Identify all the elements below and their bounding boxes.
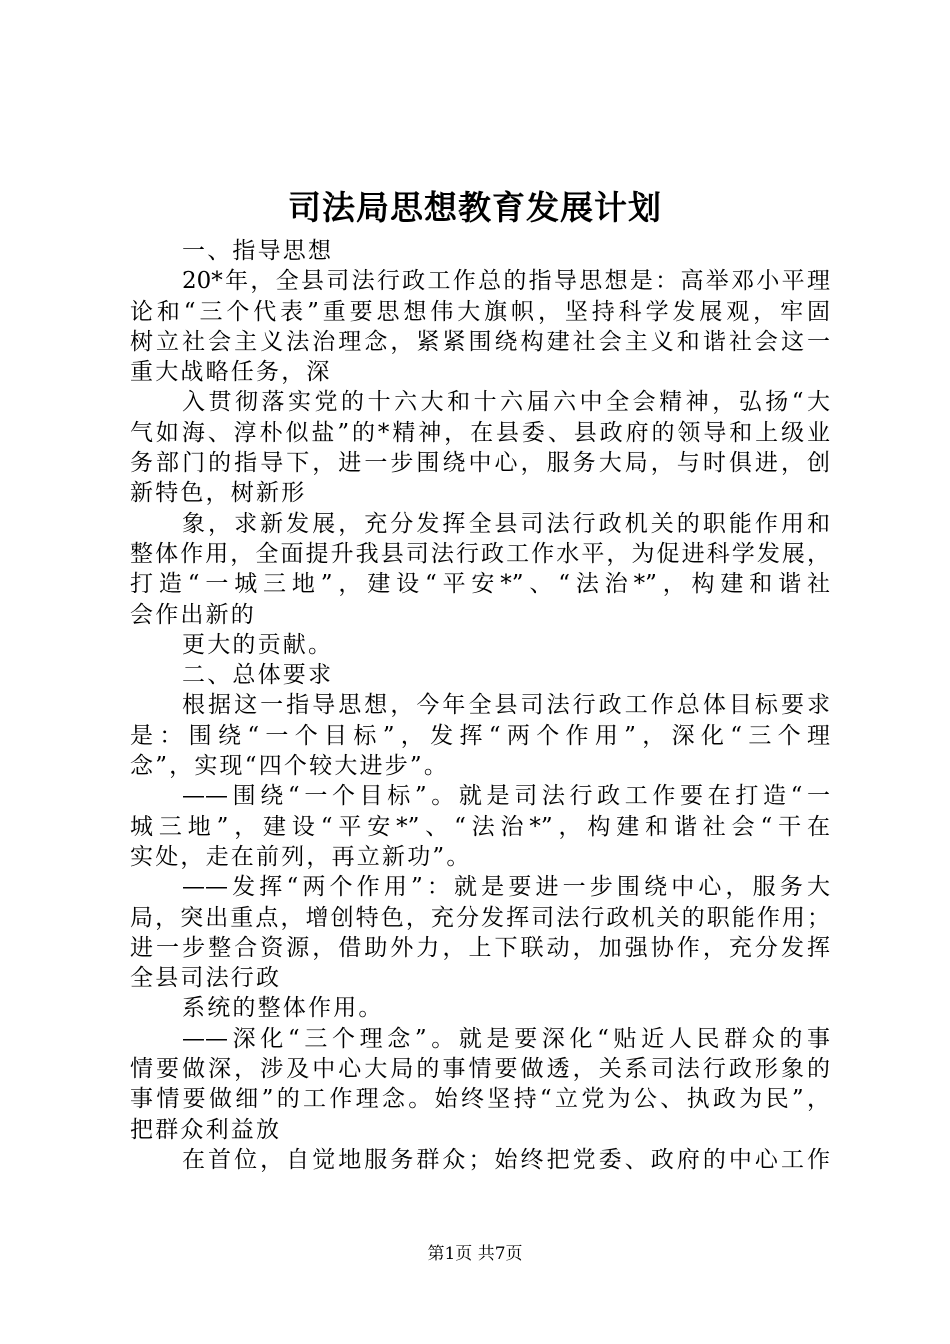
text-line: 打造“一城三地”，建设“平安*”、“法治*”，构建和谐社 <box>130 571 830 598</box>
text-line: 一、指导思想 <box>182 238 334 264</box>
document-body <box>130 236 830 1175</box>
text-line: 气如海、淳朴似盐”的*精神，在县委、县政府的领导和上级业 <box>130 419 830 446</box>
text-line: 城三地”，建设“平安*”、“法治*”，构建和谐社会“干在 <box>130 813 830 840</box>
text-line: 情要做深，涉及中心大局的事情要做透，关系司法行政形象的 <box>130 1056 830 1083</box>
text-line: 实处，走在前列，再立新功”。 <box>130 843 472 870</box>
text-line: 论和“三个代表”重要思想伟大旗帜，坚持科学发展观，牢固 <box>130 298 830 325</box>
text-line: 更大的贡献。 <box>182 631 334 658</box>
text-line: 进一步整合资源，借助外力，上下联动，加强协作，充分发挥 <box>130 934 830 961</box>
text-line: 全县司法行政 <box>130 965 282 992</box>
text-line: 二、总体要求 <box>182 662 334 689</box>
page-number: 第1页 共7页 <box>427 1244 523 1264</box>
text-line: 新特色，树新形 <box>130 480 307 507</box>
text-line: 重大战略任务，深 <box>130 359 332 386</box>
text-line: 树立社会主义法治理念，紧紧围绕构建社会主义和谐社会这一 <box>130 328 830 355</box>
text-line: 20*年，全县司法行政工作总的指导思想是：高举邓小平理 <box>182 268 830 295</box>
text-line: 局，突出重点，增创特色，充分发挥司法行政机关的职能作用； <box>130 904 830 931</box>
text-line: 把群众利益放 <box>130 1116 282 1143</box>
text-line: 是：围绕“一个目标”，发挥“两个作用”，深化“三个理 <box>130 722 830 749</box>
text-line: 会作出新的 <box>130 601 256 628</box>
text-line: ——发挥“两个作用”：就是要进一步围绕中心，服务大 <box>182 874 830 901</box>
text-line: 在首位，自觉地服务群众；始终把党委、政府的中心工作 <box>182 1146 830 1173</box>
text-line: ——围绕“一个目标”。就是司法行政工作要在打造“一 <box>182 783 830 810</box>
text-line: ——深化“三个理念”。就是要深化“贴近人民群众的事 <box>182 1025 830 1052</box>
text-line: 念”，实现“四个较大进步”。 <box>130 753 450 780</box>
text-line: 入贯彻落实党的十六大和十六届六中全会精神，弘扬“大 <box>182 389 830 416</box>
text-line: 务部门的指导下，进一步围绕中心，服务大局，与时俱进，创 <box>130 450 830 477</box>
text-line: 系统的整体作用。 <box>182 995 384 1022</box>
document-title: 司法局思想教育发展计划 <box>288 188 662 227</box>
text-line: 整体作用，全面提升我县司法行政工作水平，为促进科学发展， <box>130 540 830 567</box>
text-line: 根据这一指导思想，今年全县司法行政工作总体目标要求 <box>182 692 830 719</box>
text-line: 事情要做细”的工作理念。始终坚持“立党为公、执政为民”， <box>130 1086 830 1113</box>
text-line: 象，求新发展，充分发挥全县司法行政机关的职能作用和 <box>182 510 830 537</box>
